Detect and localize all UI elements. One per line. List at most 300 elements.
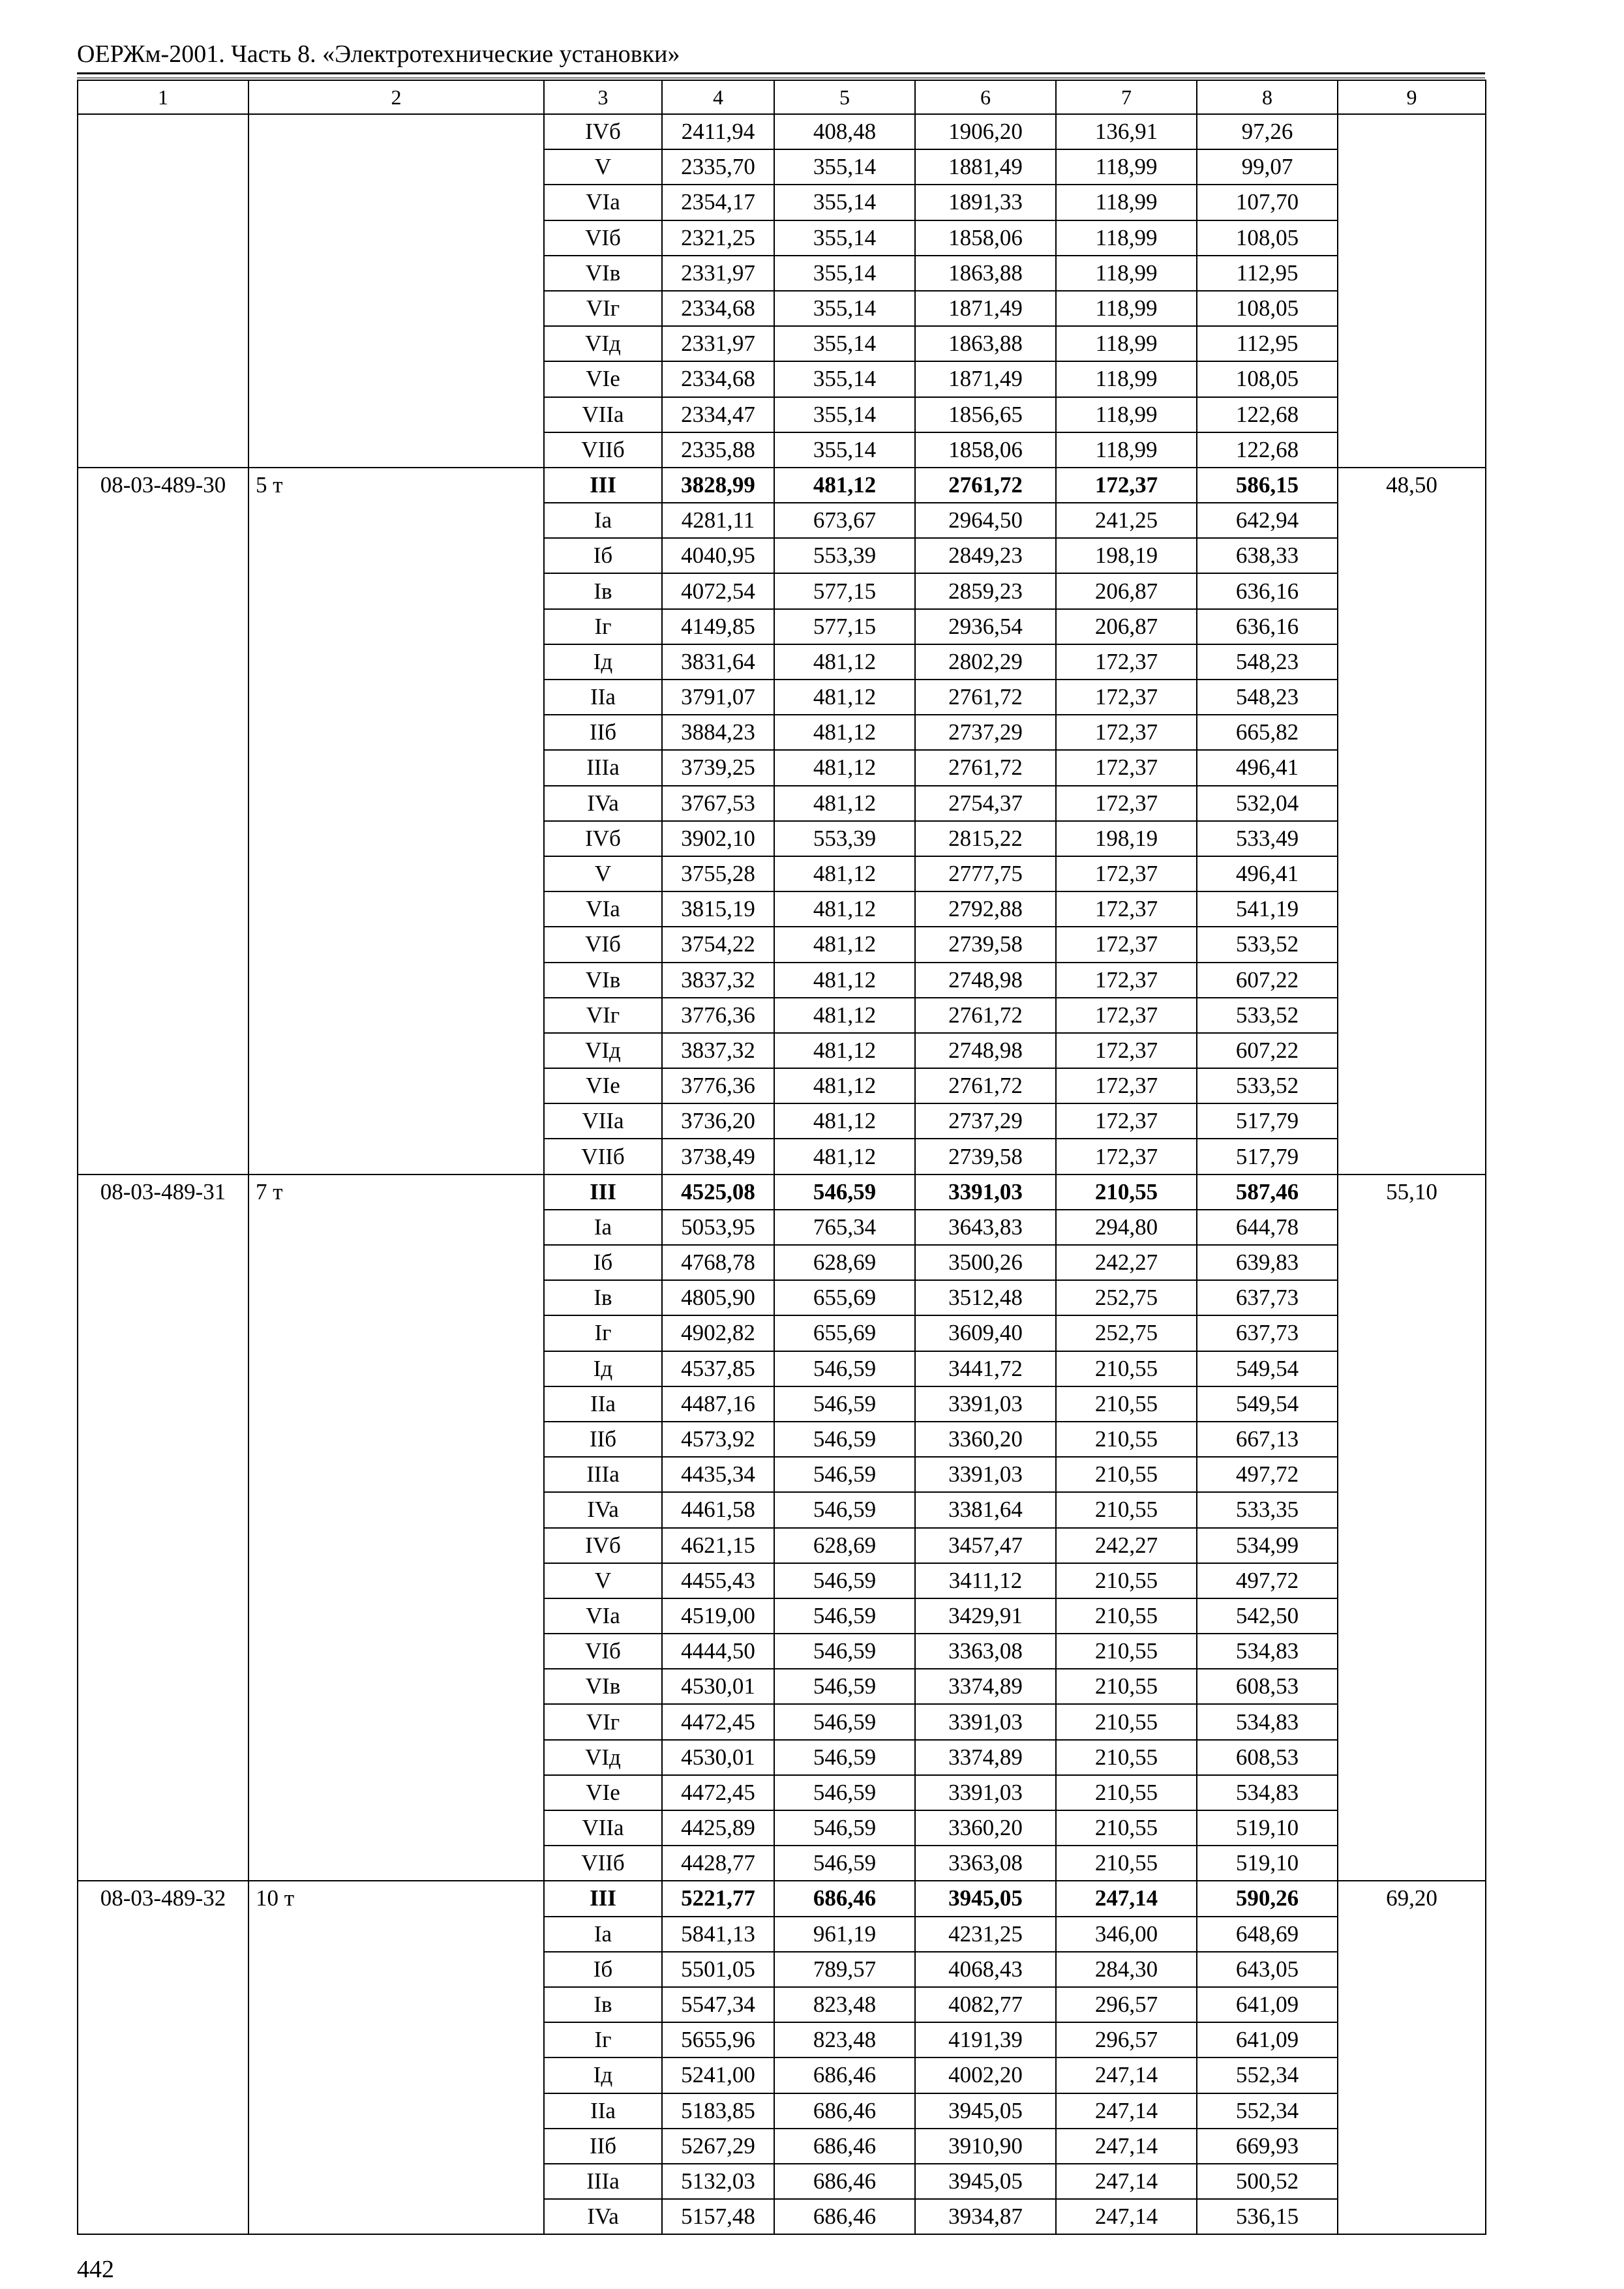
value-cell: 3754,22 <box>662 927 774 962</box>
value-cell: 172,37 <box>1056 998 1197 1033</box>
value-cell: 3360,20 <box>915 1422 1056 1457</box>
value-cell: 1858,06 <box>915 432 1056 468</box>
value-cell: 641,09 <box>1197 2022 1338 2057</box>
value-cell: 2777,75 <box>915 856 1056 891</box>
value-cell: 2411,94 <box>662 114 774 149</box>
header-rule-thick <box>77 72 1485 74</box>
value-cell: 644,78 <box>1197 1210 1338 1245</box>
zone-cell: Ia <box>544 1917 662 1952</box>
value-cell: 118,99 <box>1056 149 1197 185</box>
value-cell: 3828,99 <box>662 468 774 503</box>
value-cell: 534,83 <box>1197 1775 1338 1810</box>
rates-table-body <box>78 80 1486 2234</box>
value-cell: 4425,89 <box>662 1810 774 1846</box>
value-cell: 3391,03 <box>915 1174 1056 1210</box>
value-cell: 97,26 <box>1197 114 1338 149</box>
value-cell: 533,52 <box>1197 927 1338 962</box>
value-cell: 3374,89 <box>915 1669 1056 1704</box>
value-cell: 3441,72 <box>915 1351 1056 1386</box>
page-number: 442 <box>77 2256 114 2283</box>
zone-cell: Iг <box>544 609 662 644</box>
value-cell: 4072,54 <box>662 573 774 608</box>
zone-cell: VIв <box>544 1669 662 1704</box>
zone-cell: IIб <box>544 1422 662 1457</box>
zone-cell: VIд <box>544 1740 662 1775</box>
value-cell: 355,14 <box>774 149 915 185</box>
extra-value-cell: 69,20 <box>1338 1881 1486 2234</box>
value-cell: 541,19 <box>1197 891 1338 927</box>
value-cell: 2761,72 <box>915 1068 1056 1103</box>
value-cell: 3391,03 <box>915 1386 1056 1422</box>
zone-cell: VIд <box>544 326 662 361</box>
value-cell: 686,46 <box>774 2093 915 2129</box>
value-cell: 553,39 <box>774 538 915 573</box>
zone-cell: VIв <box>544 963 662 998</box>
value-cell: 284,30 <box>1056 1952 1197 1987</box>
value-cell: 2739,58 <box>915 927 1056 962</box>
value-cell: 546,59 <box>774 1846 915 1881</box>
zone-cell: IIIa <box>544 1457 662 1492</box>
value-cell: 3736,20 <box>662 1103 774 1139</box>
value-cell: 2748,98 <box>915 963 1056 998</box>
value-cell: 496,41 <box>1197 750 1338 785</box>
value-cell: 481,12 <box>774 644 915 680</box>
value-cell: 4487,16 <box>662 1386 774 1422</box>
rate-name-cell: 7 т <box>248 1174 544 1881</box>
value-cell: 549,54 <box>1197 1386 1338 1422</box>
value-cell: 546,59 <box>774 1704 915 1739</box>
value-cell: 5655,96 <box>662 2022 774 2057</box>
value-cell: 247,14 <box>1056 1881 1197 1916</box>
zone-cell: III <box>544 468 662 503</box>
value-cell: 667,13 <box>1197 1422 1338 1457</box>
zone-cell: VIe <box>544 361 662 396</box>
value-cell: 636,16 <box>1197 609 1338 644</box>
value-cell: 294,80 <box>1056 1210 1197 1245</box>
value-cell: 533,52 <box>1197 998 1338 1033</box>
value-cell: 546,59 <box>774 1492 915 1527</box>
value-cell: 5132,03 <box>662 2164 774 2199</box>
rate-code-cell: 08-03-489-32 <box>78 1881 248 2234</box>
value-cell: 481,12 <box>774 1033 915 1068</box>
value-cell: 3837,32 <box>662 963 774 998</box>
value-cell: 3815,19 <box>662 891 774 927</box>
zone-cell: Iд <box>544 2057 662 2093</box>
value-cell: 789,57 <box>774 1952 915 1987</box>
value-cell: 533,52 <box>1197 1068 1338 1103</box>
value-cell: 118,99 <box>1056 291 1197 326</box>
value-cell: 534,83 <box>1197 1634 1338 1669</box>
zone-cell: VIд <box>544 1033 662 1068</box>
value-cell: 3609,40 <box>915 1315 1056 1351</box>
column-number: 3 <box>544 80 662 114</box>
value-cell: 118,99 <box>1056 432 1197 468</box>
value-cell: 765,34 <box>774 1210 915 1245</box>
value-cell: 2964,50 <box>915 503 1056 538</box>
value-cell: 118,99 <box>1056 397 1197 432</box>
value-cell: 3363,08 <box>915 1634 1056 1669</box>
value-cell: 552,34 <box>1197 2093 1338 2129</box>
value-cell: 2331,97 <box>662 256 774 291</box>
value-cell: 2321,25 <box>662 220 774 256</box>
column-number: 1 <box>78 80 248 114</box>
value-cell: 1891,33 <box>915 185 1056 220</box>
value-cell: 4002,20 <box>915 2057 1056 2093</box>
zone-cell: Iг <box>544 2022 662 2057</box>
value-cell: 3360,20 <box>915 1810 1056 1846</box>
value-cell: 542,50 <box>1197 1598 1338 1634</box>
value-cell: 686,46 <box>774 2129 915 2164</box>
value-cell: 3776,36 <box>662 1068 774 1103</box>
value-cell: 5547,34 <box>662 1987 774 2022</box>
value-cell: 112,95 <box>1197 326 1338 361</box>
value-cell: 118,99 <box>1056 361 1197 396</box>
value-cell: 546,59 <box>774 1422 915 1457</box>
zone-cell: III <box>544 1881 662 1916</box>
value-cell: 2334,68 <box>662 361 774 396</box>
value-cell: 686,46 <box>774 2057 915 2093</box>
value-cell: 172,37 <box>1056 1033 1197 1068</box>
value-cell: 641,09 <box>1197 1987 1338 2022</box>
value-cell: 2331,97 <box>662 326 774 361</box>
value-cell: 1856,65 <box>915 397 1056 432</box>
value-cell: 481,12 <box>774 750 915 785</box>
value-cell: 3902,10 <box>662 821 774 856</box>
value-cell: 3643,83 <box>915 1210 1056 1245</box>
value-cell: 2761,72 <box>915 680 1056 715</box>
zone-cell: Iв <box>544 1280 662 1315</box>
value-cell: 607,22 <box>1197 1033 1338 1068</box>
value-cell: 2761,72 <box>915 998 1056 1033</box>
value-cell: 4191,39 <box>915 2022 1056 2057</box>
extra-value-cell: 48,50 <box>1338 468 1486 1174</box>
value-cell: 481,12 <box>774 468 915 503</box>
value-cell: 172,37 <box>1056 715 1197 750</box>
value-cell: 481,12 <box>774 891 915 927</box>
value-cell: 823,48 <box>774 1987 915 2022</box>
value-cell: 2859,23 <box>915 573 1056 608</box>
value-cell: 577,15 <box>774 609 915 644</box>
value-cell: 210,55 <box>1056 1492 1197 1527</box>
value-cell: 198,19 <box>1056 538 1197 573</box>
zone-cell: VIIa <box>544 397 662 432</box>
value-cell: 533,35 <box>1197 1492 1338 1527</box>
value-cell: 3776,36 <box>662 998 774 1033</box>
value-cell: 5241,00 <box>662 2057 774 2093</box>
zone-cell: IIa <box>544 2093 662 2129</box>
value-cell: 3381,64 <box>915 1492 1056 1527</box>
value-cell: 172,37 <box>1056 1103 1197 1139</box>
value-cell: 206,87 <box>1056 609 1197 644</box>
value-cell: 118,99 <box>1056 220 1197 256</box>
rate-name-cell <box>248 114 544 468</box>
value-cell: 172,37 <box>1056 786 1197 821</box>
value-cell: 172,37 <box>1056 468 1197 503</box>
zone-cell: Iд <box>544 644 662 680</box>
value-cell: 655,69 <box>774 1280 915 1315</box>
value-cell: 587,46 <box>1197 1174 1338 1210</box>
value-cell: 1871,49 <box>915 291 1056 326</box>
value-cell: 546,59 <box>774 1669 915 1704</box>
value-cell: 546,59 <box>774 1775 915 1810</box>
zone-cell: IVб <box>544 1528 662 1563</box>
value-cell: 536,15 <box>1197 2199 1338 2234</box>
value-cell: 108,05 <box>1197 220 1338 256</box>
table-row <box>78 468 1486 503</box>
value-cell: 481,12 <box>774 856 915 891</box>
zone-cell: IIб <box>544 715 662 750</box>
value-cell: 4902,82 <box>662 1315 774 1351</box>
zone-cell: Ia <box>544 1210 662 1245</box>
value-cell: 590,26 <box>1197 1881 1338 1916</box>
value-cell: 3831,64 <box>662 644 774 680</box>
value-cell: 4444,50 <box>662 1634 774 1669</box>
value-cell: 5053,95 <box>662 1210 774 1245</box>
value-cell: 2737,29 <box>915 715 1056 750</box>
value-cell: 648,69 <box>1197 1917 1338 1952</box>
value-cell: 210,55 <box>1056 1704 1197 1739</box>
zone-cell: III <box>544 1174 662 1210</box>
value-cell: 517,79 <box>1197 1103 1338 1139</box>
value-cell: 519,10 <box>1197 1846 1338 1881</box>
value-cell: 355,14 <box>774 361 915 396</box>
value-cell: 4530,01 <box>662 1740 774 1775</box>
value-cell: 242,27 <box>1056 1245 1197 1280</box>
value-cell: 608,53 <box>1197 1740 1338 1775</box>
value-cell: 118,99 <box>1056 326 1197 361</box>
zone-cell: VIIб <box>544 1846 662 1881</box>
value-cell: 107,70 <box>1197 185 1338 220</box>
value-cell: 3500,26 <box>915 1245 1056 1280</box>
value-cell: 3391,03 <box>915 1457 1056 1492</box>
value-cell: 500,52 <box>1197 2164 1338 2199</box>
value-cell: 1881,49 <box>915 149 1056 185</box>
value-cell: 3512,48 <box>915 1280 1056 1315</box>
zone-cell: IIa <box>544 680 662 715</box>
value-cell: 4621,15 <box>662 1528 774 1563</box>
column-number-row <box>78 80 1486 114</box>
value-cell: 481,12 <box>774 680 915 715</box>
value-cell: 3374,89 <box>915 1740 1056 1775</box>
zone-cell: VIб <box>544 927 662 962</box>
value-cell: 586,15 <box>1197 468 1338 503</box>
value-cell: 3429,91 <box>915 1598 1056 1634</box>
value-cell: 210,55 <box>1056 1457 1197 1492</box>
value-cell: 2334,47 <box>662 397 774 432</box>
value-cell: 242,27 <box>1056 1528 1197 1563</box>
value-cell: 534,83 <box>1197 1704 1338 1739</box>
column-number: 9 <box>1338 80 1486 114</box>
page-header-title: ОЕРЖм-2001. Часть 8. «Электротехнические установки» <box>77 40 680 68</box>
value-cell: 3884,23 <box>662 715 774 750</box>
rate-code-cell <box>78 114 248 468</box>
value-cell: 481,12 <box>774 1139 915 1174</box>
value-cell: 210,55 <box>1056 1174 1197 1210</box>
value-cell: 5267,29 <box>662 2129 774 2164</box>
rate-name-cell: 5 т <box>248 468 544 1174</box>
value-cell: 642,94 <box>1197 503 1338 538</box>
value-cell: 638,33 <box>1197 538 1338 573</box>
value-cell: 481,12 <box>774 715 915 750</box>
column-number: 8 <box>1197 80 1338 114</box>
value-cell: 296,57 <box>1056 2022 1197 2057</box>
value-cell: 210,55 <box>1056 1563 1197 1598</box>
value-cell: 637,73 <box>1197 1315 1338 1351</box>
value-cell: 497,72 <box>1197 1563 1338 1598</box>
value-cell: 533,49 <box>1197 821 1338 856</box>
value-cell: 355,14 <box>774 326 915 361</box>
value-cell: 2739,58 <box>915 1139 1056 1174</box>
value-cell: 210,55 <box>1056 1846 1197 1881</box>
value-cell: 172,37 <box>1056 856 1197 891</box>
value-cell: 546,59 <box>774 1598 915 1634</box>
value-cell: 172,37 <box>1056 680 1197 715</box>
zone-cell: VIa <box>544 185 662 220</box>
zone-cell: Ia <box>544 503 662 538</box>
value-cell: 355,14 <box>774 256 915 291</box>
value-cell: 4525,08 <box>662 1174 774 1210</box>
value-cell: 2737,29 <box>915 1103 1056 1139</box>
value-cell: 546,59 <box>774 1740 915 1775</box>
value-cell: 3910,90 <box>915 2129 1056 2164</box>
value-cell: 247,14 <box>1056 2093 1197 2129</box>
value-cell: 355,14 <box>774 397 915 432</box>
value-cell: 355,14 <box>774 432 915 468</box>
zone-cell: VIг <box>544 998 662 1033</box>
value-cell: 122,68 <box>1197 397 1338 432</box>
value-cell: 546,59 <box>774 1634 915 1669</box>
value-cell: 122,68 <box>1197 432 1338 468</box>
value-cell: 118,99 <box>1056 256 1197 291</box>
value-cell: 481,12 <box>774 1068 915 1103</box>
value-cell: 553,39 <box>774 821 915 856</box>
value-cell: 2761,72 <box>915 468 1056 503</box>
value-cell: 546,59 <box>774 1386 915 1422</box>
value-cell: 172,37 <box>1056 963 1197 998</box>
value-cell: 252,75 <box>1056 1315 1197 1351</box>
value-cell: 1863,88 <box>915 326 1056 361</box>
value-cell: 210,55 <box>1056 1775 1197 1810</box>
value-cell: 532,04 <box>1197 786 1338 821</box>
value-cell: 481,12 <box>774 1103 915 1139</box>
zone-cell: IVб <box>544 821 662 856</box>
value-cell: 1871,49 <box>915 361 1056 396</box>
value-cell: 3945,05 <box>915 1881 1056 1916</box>
value-cell: 655,69 <box>774 1315 915 1351</box>
value-cell: 496,41 <box>1197 856 1338 891</box>
rate-code-cell: 08-03-489-31 <box>78 1174 248 1881</box>
value-cell: 3934,87 <box>915 2199 1056 2234</box>
value-cell: 546,59 <box>774 1563 915 1598</box>
value-cell: 355,14 <box>774 291 915 326</box>
value-cell: 546,59 <box>774 1351 915 1386</box>
value-cell: 172,37 <box>1056 644 1197 680</box>
zone-cell: Iв <box>544 1987 662 2022</box>
zone-cell: V <box>544 856 662 891</box>
value-cell: 118,99 <box>1056 185 1197 220</box>
value-cell: 546,59 <box>774 1810 915 1846</box>
zone-cell: Iб <box>544 1245 662 1280</box>
value-cell: 546,59 <box>774 1174 915 1210</box>
value-cell: 519,10 <box>1197 1810 1338 1846</box>
value-cell: 206,87 <box>1056 573 1197 608</box>
value-cell: 172,37 <box>1056 891 1197 927</box>
value-cell: 961,19 <box>774 1917 915 1952</box>
value-cell: 210,55 <box>1056 1422 1197 1457</box>
value-cell: 546,59 <box>774 1457 915 1492</box>
value-cell: 5501,05 <box>662 1952 774 1987</box>
value-cell: 4472,45 <box>662 1704 774 1739</box>
value-cell: 3945,05 <box>915 2093 1056 2129</box>
zone-cell: Iд <box>544 1351 662 1386</box>
value-cell: 247,14 <box>1056 2199 1197 2234</box>
value-cell: 1858,06 <box>915 220 1056 256</box>
zone-cell: Iб <box>544 1952 662 1987</box>
value-cell: 5183,85 <box>662 2093 774 2129</box>
zone-cell: VIб <box>544 1634 662 1669</box>
zone-cell: Iг <box>544 1315 662 1351</box>
value-cell: 2815,22 <box>915 821 1056 856</box>
value-cell: 628,69 <box>774 1528 915 1563</box>
zone-cell: IIa <box>544 1386 662 1422</box>
zone-cell: V <box>544 1563 662 1598</box>
value-cell: 3791,07 <box>662 680 774 715</box>
value-cell: 247,14 <box>1056 2164 1197 2199</box>
value-cell: 481,12 <box>774 963 915 998</box>
value-cell: 3391,03 <box>915 1775 1056 1810</box>
value-cell: 172,37 <box>1056 1068 1197 1103</box>
value-cell: 210,55 <box>1056 1634 1197 1669</box>
value-cell: 4805,90 <box>662 1280 774 1315</box>
zone-cell: IIб <box>544 2129 662 2164</box>
value-cell: 210,55 <box>1056 1351 1197 1386</box>
value-cell: 639,83 <box>1197 1245 1338 1280</box>
zone-cell: VIa <box>544 891 662 927</box>
value-cell: 481,12 <box>774 786 915 821</box>
value-cell: 252,75 <box>1056 1280 1197 1315</box>
value-cell: 296,57 <box>1056 1987 1197 2022</box>
table-row <box>78 1174 1486 1210</box>
value-cell: 2748,98 <box>915 1033 1056 1068</box>
value-cell: 1863,88 <box>915 256 1056 291</box>
value-cell: 210,55 <box>1056 1386 1197 1422</box>
zone-cell: VIe <box>544 1068 662 1103</box>
value-cell: 4537,85 <box>662 1351 774 1386</box>
zone-cell: IVa <box>544 786 662 821</box>
value-cell: 4428,77 <box>662 1846 774 1881</box>
zone-cell: VIIб <box>544 1139 662 1174</box>
value-cell: 5221,77 <box>662 1881 774 1916</box>
value-cell: 577,15 <box>774 573 915 608</box>
value-cell: 4472,45 <box>662 1775 774 1810</box>
value-cell: 481,12 <box>774 998 915 1033</box>
zone-cell: IVб <box>544 114 662 149</box>
value-cell: 4461,58 <box>662 1492 774 1527</box>
value-cell: 198,19 <box>1056 821 1197 856</box>
rate-name-cell: 10 т <box>248 1881 544 2234</box>
zone-cell: VIб <box>544 220 662 256</box>
value-cell: 3457,47 <box>915 1528 1056 1563</box>
value-cell: 686,46 <box>774 2199 915 2234</box>
value-cell: 210,55 <box>1056 1598 1197 1634</box>
value-cell: 247,14 <box>1056 2129 1197 2164</box>
extra-value-cell <box>1338 114 1486 468</box>
value-cell: 4149,85 <box>662 609 774 644</box>
value-cell: 355,14 <box>774 185 915 220</box>
value-cell: 136,91 <box>1056 114 1197 149</box>
value-cell: 4455,43 <box>662 1563 774 1598</box>
zone-cell: Iб <box>544 538 662 573</box>
